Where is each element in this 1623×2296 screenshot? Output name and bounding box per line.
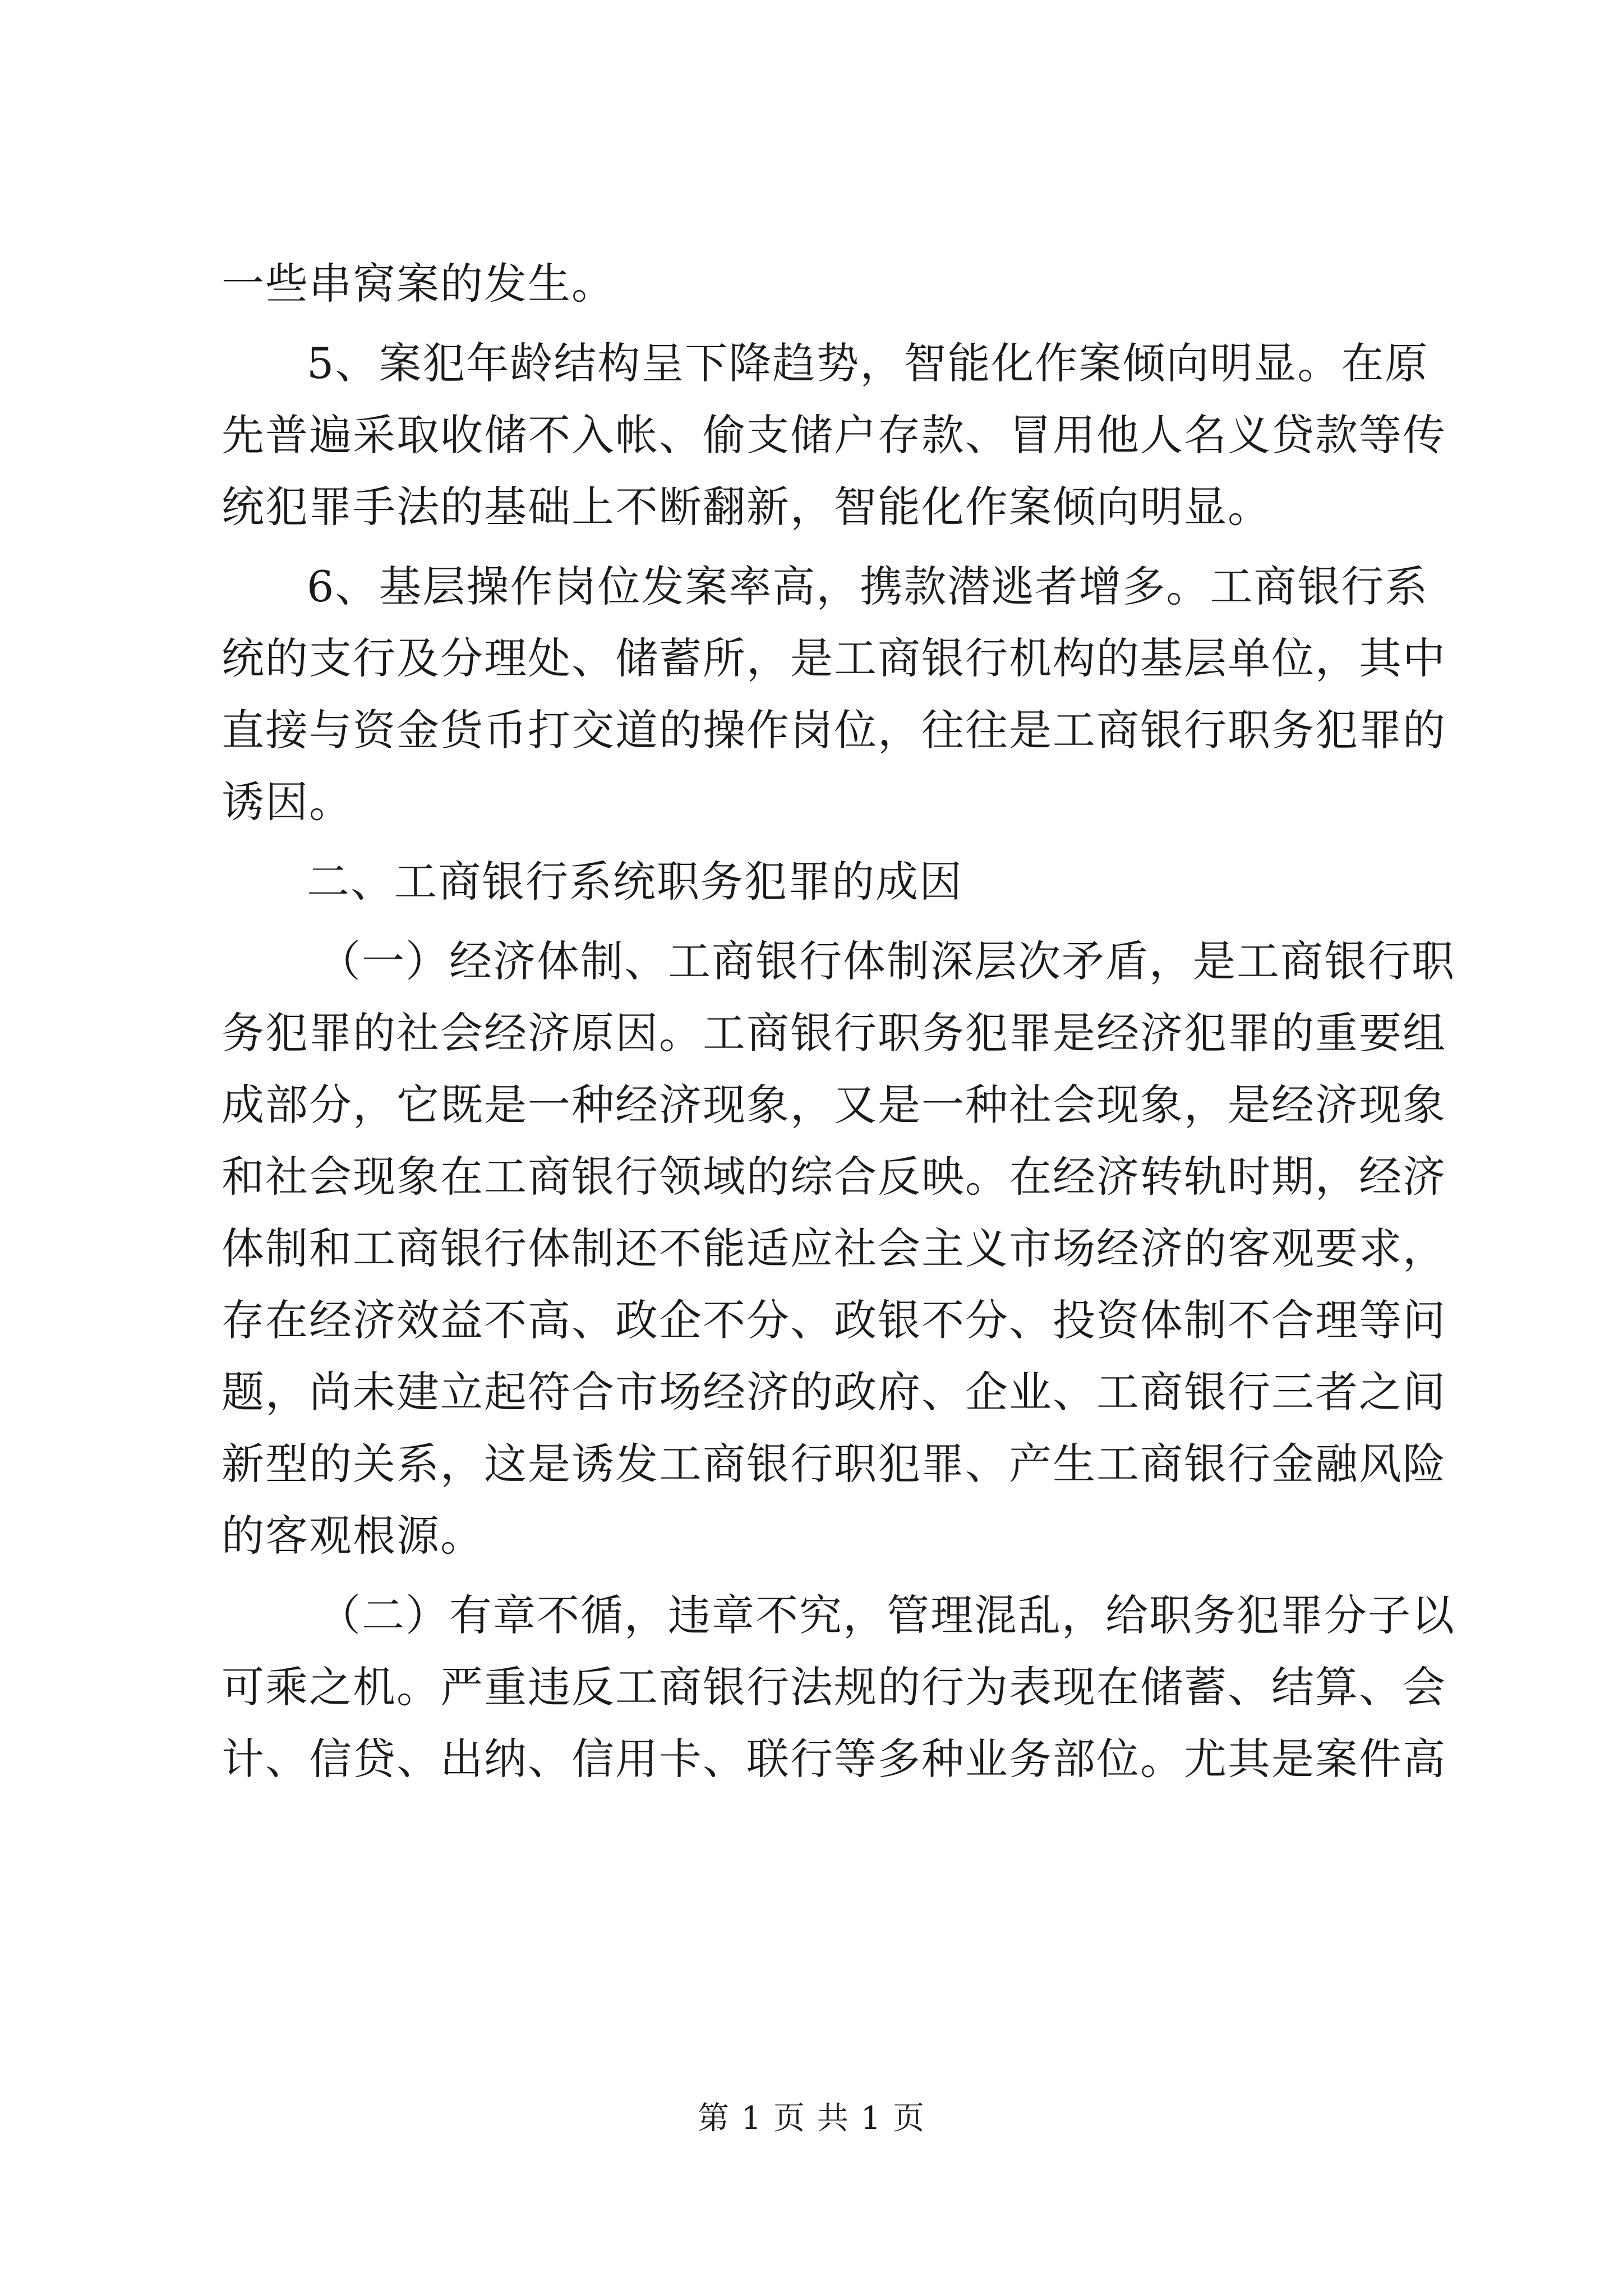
text-line: 务犯罪的社会经济原因。工商银行职务犯罪是经济犯罪的重要组 [222, 1008, 1446, 1058]
text-line: 成部分，它既是一种经济现象，又是一种社会现象，是经济现象 [222, 1080, 1446, 1130]
text-line: 体制和工商银行体制还不能适应社会主义市场经济的客观要求， [222, 1223, 1446, 1273]
text-line: 直接与资金货币打交道的操作岗位，往往是工商银行职务犯罪的 [222, 705, 1446, 755]
text-line: 可乘之机。严重违反工商银行法规的行为表现在储蓄、结算、会 [222, 1662, 1446, 1712]
text-line: 统的支行及分理处、储蓄所，是工商银行机构的基层单位，其中 [222, 633, 1446, 683]
body-text [222, 248, 1455, 1795]
text-line: 存在经济效益不高、政企不分、政银不分、投资体制不合理等问 [222, 1295, 1446, 1345]
section-heading: 二、工商银行系统职务犯罪的成因 [307, 857, 963, 907]
text-line: 统犯罪手法的基础上不断翻新，智能化作案倾向明显。 [222, 482, 1271, 532]
text-line: 新型的关系，这是诱发工商银行职犯罪、产生工商银行金融风险 [222, 1439, 1446, 1489]
text-line: 一些串窝案的发生。 [222, 259, 615, 309]
subsection-2-line: （二）有章不循，违章不究，管理混乱，给职务犯罪分子以 [318, 1590, 1455, 1640]
paragraph-5-line: 5、案犯年龄结构呈下降趋势，智能化作案倾向明显。在原 [307, 338, 1429, 388]
subsection-1-line: （一）经济体制、工商银行体制深层次矛盾，是工商银行职 [318, 936, 1455, 986]
text-line: 题，尚未建立起符合市场经济的政府、企业、工商银行三者之间 [222, 1367, 1446, 1417]
paragraph-6-line: 6、基层操作岗位发案率高，携款潜逃者增多。工商银行系 [307, 562, 1429, 611]
text-line: 和社会现象在工商银行领域的综合反映。在经济转轨时期，经济 [222, 1152, 1446, 1202]
text-line: 先普遍采取收储不入帐、偷支储户存款、冒用他人名义贷款等传 [222, 410, 1446, 460]
page-footer: 第 1 页 共 1 页 [697, 2100, 926, 2137]
text-line: 的客观根源。 [222, 1511, 484, 1561]
text-line: 诱因。 [222, 777, 353, 827]
text-line: 计、信贷、出纳、信用卡、联行等多种业务部位。尤其是案件高 [222, 1734, 1446, 1784]
